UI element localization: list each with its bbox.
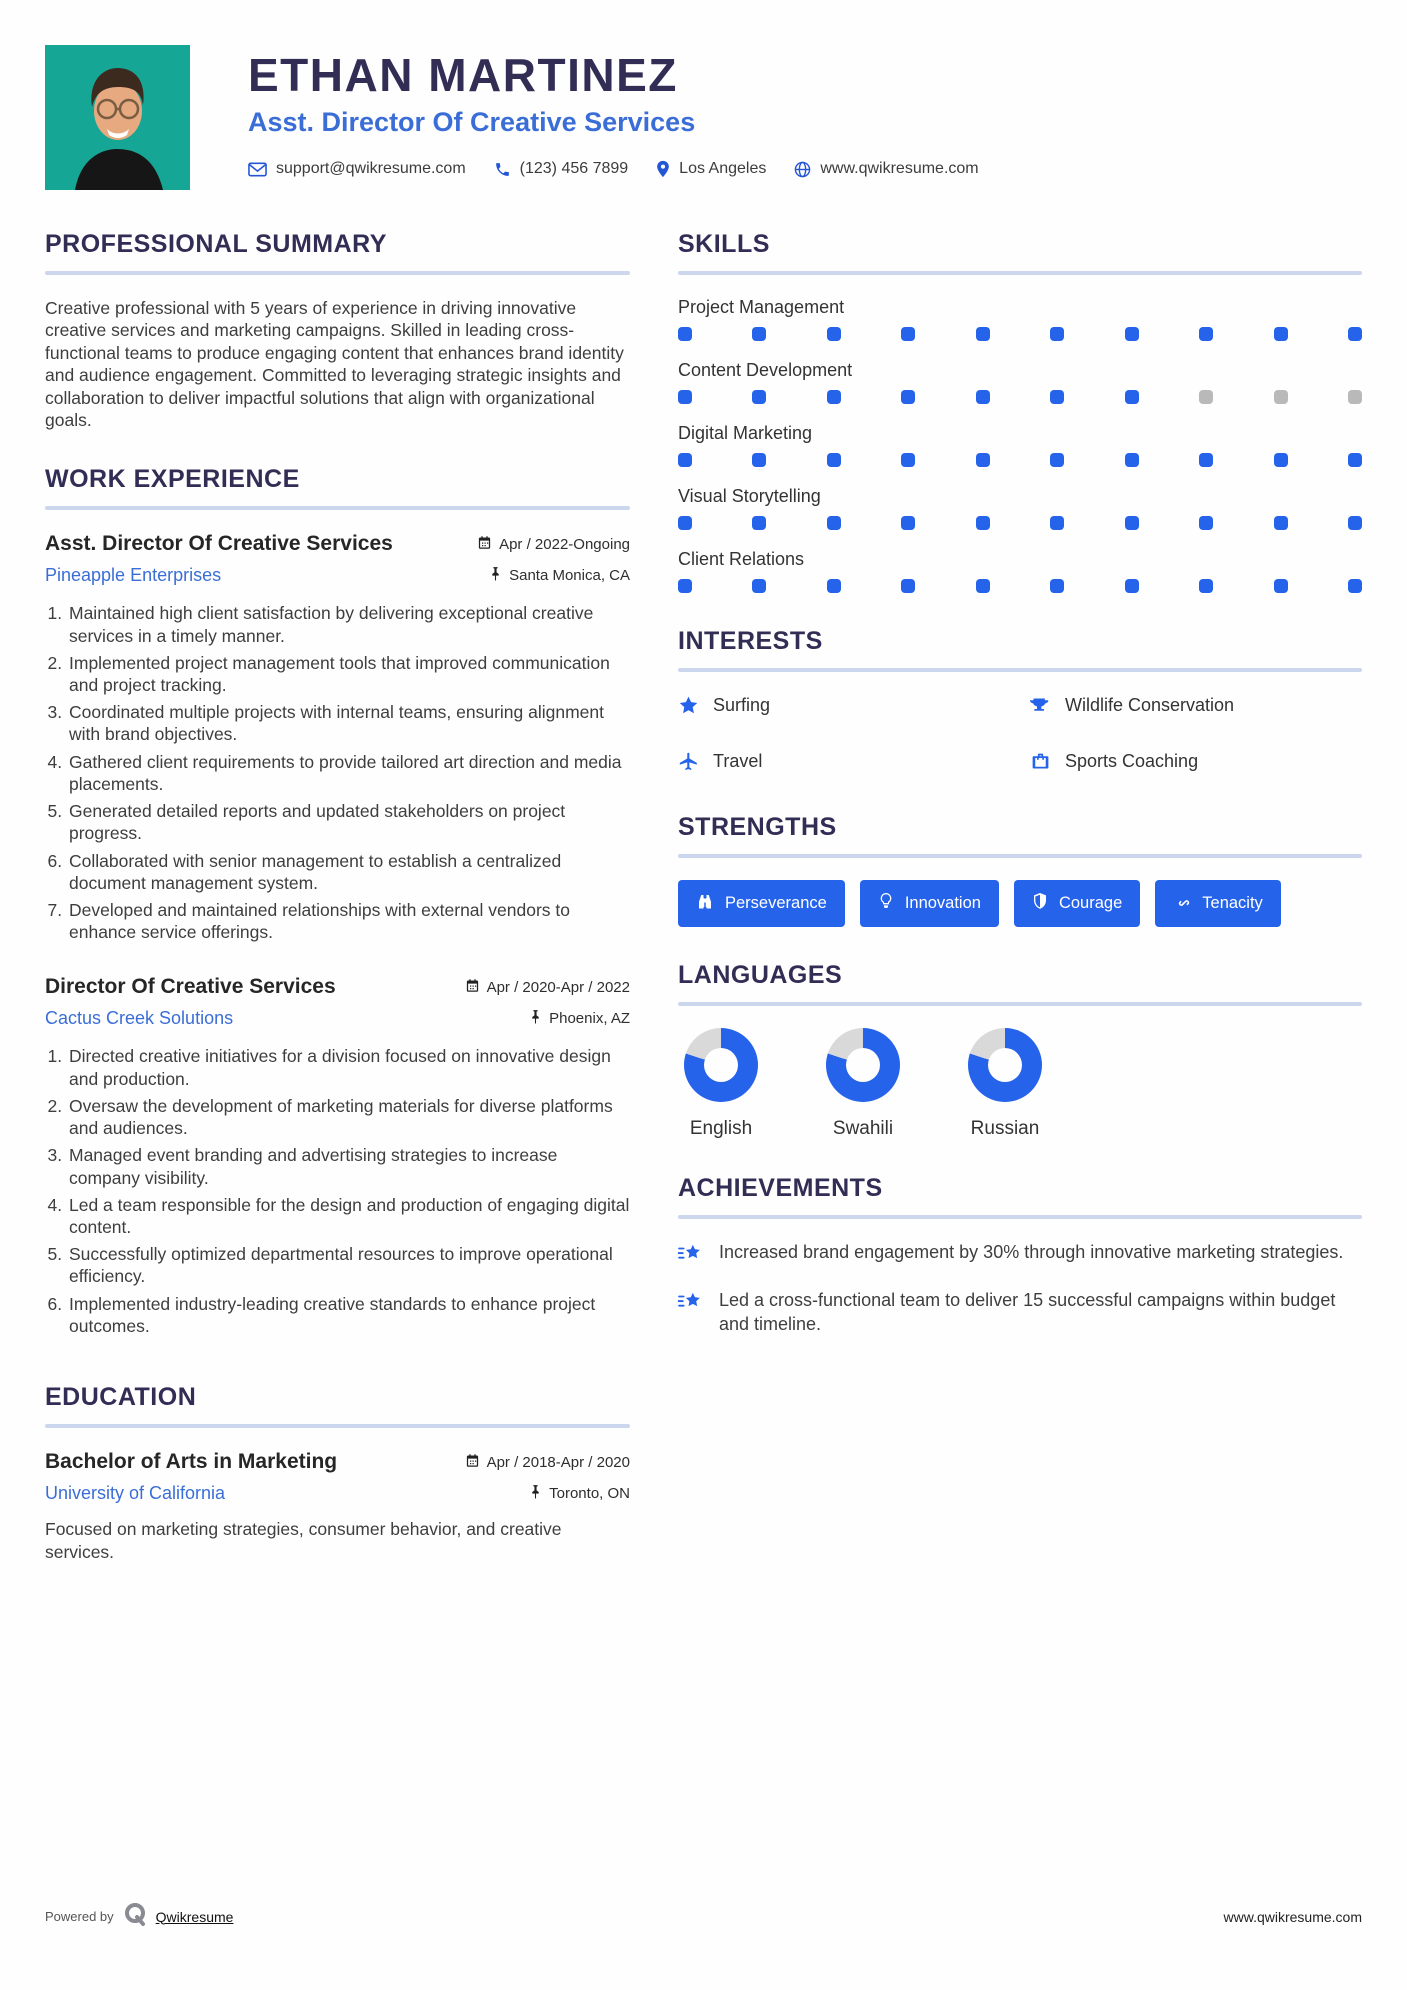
skill-level-dot (976, 327, 990, 341)
skill-level-dot (901, 579, 915, 593)
skill-level-dot (1348, 579, 1362, 593)
section-strengths (678, 813, 1362, 927)
interest-item (1030, 694, 1362, 722)
skill-level-dot (678, 327, 692, 341)
wildlife-icon (1030, 694, 1051, 722)
section-divider (45, 1424, 630, 1428)
job-bullet: 5. Generated detailed reports and updated stakeholders on project progress. (67, 800, 630, 844)
job-bullet: 4. Gathered client requirements to provide tailored art direction and media placements. (67, 751, 630, 795)
skill-name: Project Management (678, 297, 845, 317)
skill-level-dot (678, 516, 692, 530)
job-location: Santa Monica, CA (509, 567, 630, 585)
job-bullet: 7. Developed and maintained relationships with external vendors to enhance service offerings. (67, 899, 630, 943)
contact-phone (494, 160, 629, 178)
skill-level-dot (752, 516, 766, 530)
section-title: EDUCATION (45, 1383, 197, 1412)
section-title: WORK EXPERIENCE (45, 465, 300, 494)
strength-label: Tenacity (1202, 893, 1263, 912)
section-divider (678, 668, 1362, 672)
strength-label: Perseverance (725, 893, 827, 912)
skill-level-dot (901, 516, 915, 530)
skill-level-dot (1050, 453, 1064, 467)
person-title: Asst. Director Of Creative Services (248, 107, 696, 138)
skill-level-dot (752, 579, 766, 593)
language-donut-chart (684, 1028, 758, 1102)
qwikresume-logo-icon (122, 1901, 148, 1932)
language-item (820, 1028, 906, 1140)
skill-level-dot (1274, 579, 1288, 593)
skill-level-dots (678, 390, 1362, 404)
section-divider (45, 271, 630, 275)
pin-icon (656, 160, 670, 178)
company-link[interactable]: Cactus Creek Solutions (45, 1008, 234, 1029)
section-divider (45, 506, 630, 510)
skill-level-dot (1125, 516, 1139, 530)
skill-level-dot (1125, 390, 1139, 404)
skill-name: Visual Storytelling (678, 486, 821, 506)
briefcase-icon (1030, 750, 1051, 778)
section-professional-summary (45, 230, 630, 431)
calendar-icon (465, 1453, 480, 1472)
job-bullet: 2. Oversaw the development of marketing materials for diverse platforms and audiences. (67, 1095, 630, 1139)
job-bullet: 3. Managed event branding and advertising strategies to increase company visibility. (67, 1144, 630, 1188)
section-title: INTERESTS (678, 627, 823, 655)
interest-label: Travel (713, 751, 763, 772)
skill-level-dot (1348, 327, 1362, 341)
lightbulb-icon (878, 892, 894, 915)
skill-level-dot (827, 579, 841, 593)
summary-text: Creative professional with 5 years of experience in driving innovative creative services and marketing campaigns. Skilled in leading cross-functional teams to produce engaging content that enhances brand identity and audience engagement. Committed to leveraging strategic insights and collaboration to deliver impactful solutions that align with organizational goals. (45, 298, 624, 430)
skill-level-dot (827, 327, 841, 341)
shooting-star-icon (678, 1241, 704, 1271)
profile-photo (45, 45, 190, 190)
skill-row (678, 549, 1362, 593)
job-bullets (67, 602, 630, 943)
job-bullet: 4. Led a team responsible for the design and production of engaging digital content. (67, 1194, 630, 1238)
education-description: Focused on marketing strategies, consumer behavior, and creative services. (45, 1519, 562, 1562)
contact-location (656, 160, 766, 178)
skill-level-dot (1348, 516, 1362, 530)
skill-level-dot (1050, 516, 1064, 530)
skill-level-dots (678, 516, 1362, 530)
job-bullet: 6. Collaborated with senior management to establish a centralized document management system. (67, 850, 630, 894)
qwikresume-link[interactable]: Qwikresume (155, 1908, 234, 1925)
job-entry (45, 975, 630, 1337)
skill-level-dot (1348, 390, 1362, 404)
contact-email[interactable] (248, 160, 466, 178)
strength-tag (860, 880, 999, 927)
skill-level-dot (1348, 453, 1362, 467)
skill-level-dot (827, 390, 841, 404)
skill-level-dot (1050, 579, 1064, 593)
school-link[interactable]: University of California (45, 1483, 226, 1504)
skill-level-dot (752, 390, 766, 404)
skill-level-dot (901, 390, 915, 404)
strength-tag (1014, 880, 1140, 927)
skill-level-dot (1050, 390, 1064, 404)
section-divider (678, 271, 1362, 275)
skill-row (678, 486, 1362, 530)
skill-level-dots (678, 579, 1362, 593)
section-title: SKILLS (678, 230, 770, 258)
skill-level-dot (1125, 453, 1139, 467)
skill-level-dot (1050, 327, 1064, 341)
left-column (45, 230, 630, 1598)
section-divider (678, 1002, 1362, 1006)
achievement-item (678, 1241, 1362, 1271)
skill-level-dot (1125, 327, 1139, 341)
calendar-icon (477, 535, 492, 554)
interest-label: Wildlife Conservation (1065, 695, 1235, 715)
pushpin-icon (489, 566, 502, 585)
skill-level-dot (976, 516, 990, 530)
pushpin-icon (529, 1484, 542, 1503)
interest-label: Sports Coaching (1065, 751, 1199, 772)
contact-website[interactable] (794, 160, 978, 178)
section-education (45, 1383, 630, 1564)
envelope-icon (248, 162, 267, 177)
language-label: Russian (970, 1117, 1040, 1139)
interest-label: Surfing (713, 695, 771, 715)
skill-level-dot (1199, 579, 1213, 593)
job-bullet: 6. Implemented industry-leading creative standards to enhance project outcomes. (67, 1293, 630, 1337)
section-title: ACHIEVEMENTS (678, 1173, 883, 1202)
skill-level-dots (678, 327, 1362, 341)
skill-level-dots (678, 453, 1362, 467)
section-title: LANGUAGES (678, 960, 843, 989)
achievement-text: Led a cross-functional team to deliver 15 successful campaigns within budget and timeline. (719, 1290, 1336, 1334)
language-donut-chart (826, 1028, 900, 1102)
header (45, 45, 1362, 190)
skill-level-dot (901, 327, 915, 341)
section-languages (678, 961, 1362, 1140)
skill-level-dot (678, 453, 692, 467)
contact-website-text: www.qwikresume.com (820, 160, 979, 178)
language-label: Swahili (832, 1117, 894, 1139)
skill-level-dot (752, 453, 766, 467)
skill-level-dot (976, 579, 990, 593)
skill-name: Digital Marketing (678, 423, 813, 443)
shooting-star-icon (678, 1289, 704, 1336)
contact-location-text: Los Angeles (679, 160, 767, 178)
education-entry (45, 1450, 630, 1564)
contact-row (248, 160, 993, 178)
star-icon (678, 694, 699, 722)
globe-icon (794, 161, 811, 178)
skill-level-dot (1125, 579, 1139, 593)
interest-item (678, 694, 1010, 722)
section-achievements (678, 1174, 1362, 1336)
company-link[interactable]: Pineapple Enterprises (45, 565, 222, 586)
skill-row (678, 297, 1362, 341)
interest-item (1030, 750, 1362, 778)
section-interests (678, 627, 1362, 779)
skill-level-dot (827, 516, 841, 530)
skill-level-dot (976, 453, 990, 467)
job-bullet: 1. Directed creative initiatives for a division focused on innovative design and production. (67, 1045, 630, 1089)
calendar-icon (465, 978, 480, 997)
skill-level-dot (678, 390, 692, 404)
skill-level-dot (1199, 390, 1213, 404)
job-entry (45, 532, 630, 943)
job-date: Apr / 2022-Ongoing (499, 536, 630, 554)
pushpin-icon (529, 1009, 542, 1028)
header-text (248, 45, 993, 178)
language-item (678, 1028, 764, 1140)
job-bullet: 1. Maintained high client satisfaction by delivering exceptional creative services in a timely manner. (67, 602, 630, 646)
right-column (678, 230, 1362, 1598)
section-work-experience (45, 465, 630, 1337)
plane-icon (678, 750, 699, 778)
strength-tag (1155, 880, 1281, 927)
footer (45, 1901, 1362, 1932)
skill-level-dot (1199, 516, 1213, 530)
skill-level-dot (678, 579, 692, 593)
skill-level-dot (1274, 453, 1288, 467)
skill-level-dot (1199, 453, 1213, 467)
skill-name: Content Development (678, 360, 853, 380)
interest-item (678, 750, 1010, 778)
achievement-text: Increased brand engagement by 30% through innovative marketing strategies. (719, 1241, 1344, 1262)
job-bullet: 2. Implemented project management tools that improved communication and project tracking. (67, 652, 630, 696)
strength-label: Courage (1058, 893, 1123, 912)
skill-row (678, 423, 1362, 467)
contact-email-text: support@qwikresume.com (276, 160, 466, 178)
phone-icon (494, 161, 511, 178)
person-name: ETHAN MARTINEZ (248, 49, 678, 101)
job-bullets (67, 1045, 630, 1337)
section-divider (678, 854, 1362, 858)
chain-icon (1173, 892, 1191, 915)
strength-label: Innovation (904, 893, 981, 912)
skill-level-dot (976, 390, 990, 404)
skill-level-dot (901, 453, 915, 467)
skill-level-dot (1274, 327, 1288, 341)
skill-level-dot (1274, 516, 1288, 530)
section-title: PROFESSIONAL SUMMARY (45, 230, 387, 258)
skill-row (678, 360, 1362, 404)
job-location: Phoenix, AZ (549, 1010, 630, 1028)
job-bullet: 3. Coordinated multiple projects with internal teams, ensuring alignment with brand objectives. (67, 701, 630, 745)
skill-level-dot (827, 453, 841, 467)
skill-name: Client Relations (678, 549, 805, 569)
section-skills (678, 230, 1362, 593)
contact-phone-text: (123) 456 7899 (519, 160, 629, 178)
education-date: Apr / 2018-Apr / 2020 (486, 1454, 630, 1472)
degree-title: Bachelor of Arts in Marketing (45, 1450, 338, 1474)
footer-website-link[interactable]: www.qwikresume.com (1223, 1908, 1362, 1925)
skill-level-dot (1274, 390, 1288, 404)
achievement-item (678, 1289, 1362, 1336)
shield-icon (1032, 892, 1048, 915)
strength-tag (678, 880, 845, 927)
language-label: English (689, 1117, 753, 1139)
education-location: Toronto, ON (549, 1485, 630, 1503)
language-donut-chart (968, 1028, 1042, 1102)
section-title: STRENGTHS (678, 812, 837, 841)
binoculars-icon (696, 892, 714, 915)
language-item (962, 1028, 1048, 1140)
skill-level-dot (752, 327, 766, 341)
powered-by-label: Powered by (45, 1909, 114, 1924)
job-title: Asst. Director Of Creative Services (45, 532, 393, 556)
skill-level-dot (1199, 327, 1213, 341)
job-date: Apr / 2020-Apr / 2022 (486, 979, 630, 997)
section-divider (678, 1215, 1362, 1219)
job-title: Director Of Creative Services (45, 975, 336, 999)
job-bullet: 5. Successfully optimized departmental resources to improve operational efficiency. (67, 1243, 630, 1287)
